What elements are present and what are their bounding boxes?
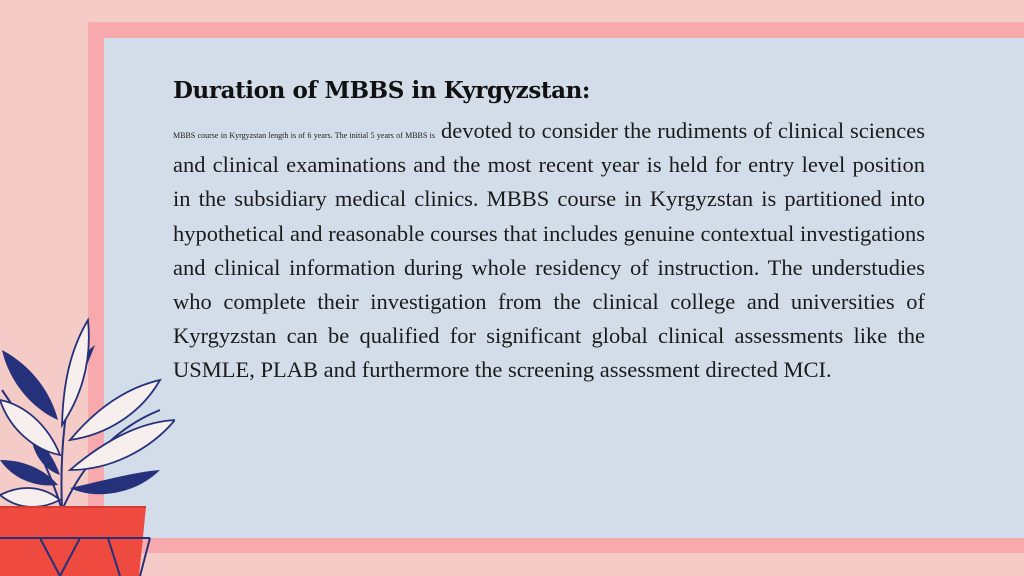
potted-plant-icon bbox=[0, 310, 175, 576]
slide-content bbox=[173, 74, 925, 388]
small-lead-text: MBBS course in Kyrgyzstan length is of 6 years. The initial 5 years of MBBS is bbox=[173, 131, 435, 140]
slide-body bbox=[173, 114, 925, 388]
body-text: devoted to consider the rudiments of clinical sciences and clinical examinations and the most recent year is held for entry level position in the subsidiary medical clinics. MBBS course in Kyrgyzstan is partitioned into hypothetical and reasonable courses that includes genuine contextual investigations and clinical information during whole residency of instruction. The understudies who complete their investigation from the clinical college and universities of Kyrgyzstan can be qualified for significant global clinical assessments like the USMLE, PLAB and furthermore the screening assessment directed MCI. bbox=[173, 118, 926, 383]
slide-title: Duration of MBBS in Kyrgyzstan: bbox=[173, 77, 591, 104]
